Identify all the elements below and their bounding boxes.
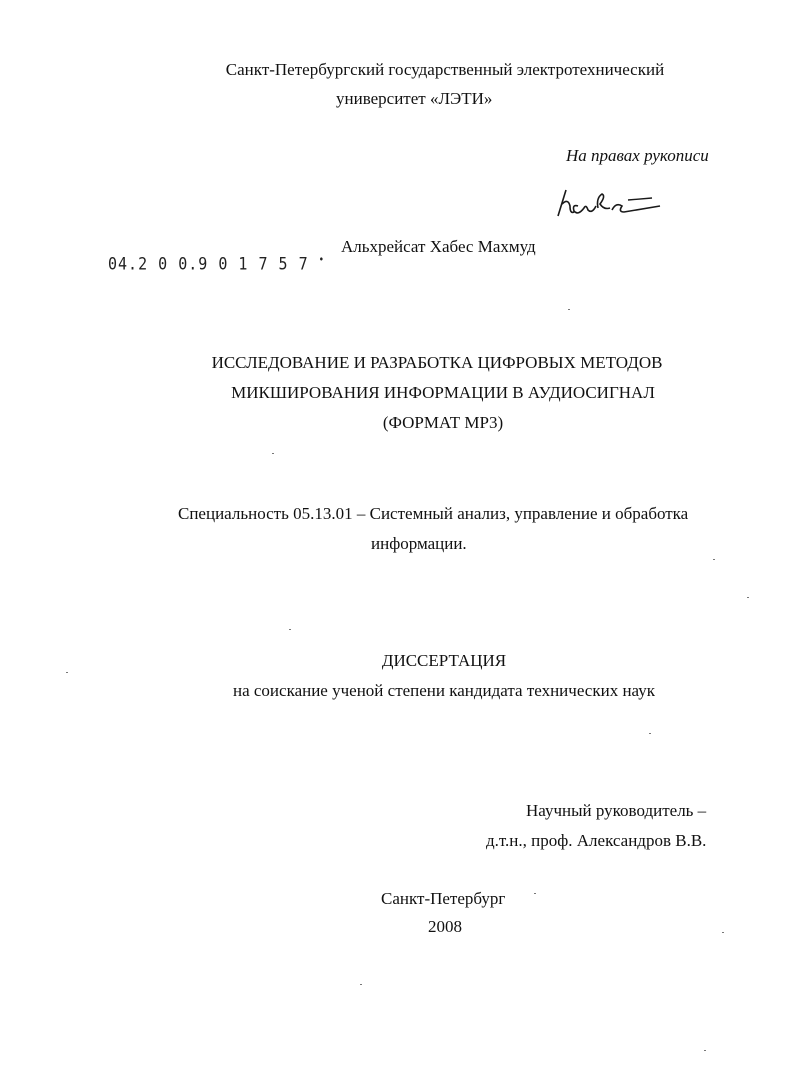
scan-speck: [289, 629, 291, 630]
scan-speck: [272, 453, 274, 454]
work-type-title: ДИССЕРТАЦИЯ: [381, 651, 507, 670]
library-accession-code: [108, 254, 325, 275]
institution-line-2: университет «ЛЭТИ»: [336, 89, 493, 108]
library-code-mark: •: [318, 254, 326, 267]
library-code-text: 04.2 0 0.9 0 1 7 5 7: [108, 253, 309, 275]
scan-speck: [568, 309, 570, 310]
scan-speck: [704, 1050, 706, 1051]
specialty-line-2: информации.: [371, 534, 467, 553]
institution-line-1: Санкт-Петербургский государственный электротехнический: [225, 60, 665, 79]
scan-speck: [649, 733, 651, 734]
scan-speck: [534, 893, 536, 894]
scan-speck: [360, 984, 362, 985]
place: Санкт-Петербург: [381, 889, 506, 908]
specialty-line-1: Специальность 05.13.01 – Системный анализ, управление и обработка: [178, 504, 689, 523]
scan-speck: [713, 559, 715, 560]
title-line-3: (ФОРМАТ МР3): [382, 413, 504, 432]
work-type-subtitle: на соискание ученой степени кандидата технических наук: [232, 681, 655, 700]
supervisor-name: д.т.н., проф. Александров В.В.: [486, 831, 707, 850]
title-line-2: МИКШИРОВАНИЯ ИНФОРМАЦИИ В АУДИОСИГНАЛ: [231, 383, 655, 402]
scan-speck: [747, 597, 749, 598]
title-line-1: ИССЛЕДОВАНИЕ И РАЗРАБОТКА ЦИФРОВЫХ МЕТОДОВ: [211, 353, 663, 372]
year: 2008: [428, 917, 462, 936]
rights-note: На правах рукописи: [566, 146, 709, 165]
scan-speck: [66, 672, 68, 673]
scan-speck: [722, 932, 724, 933]
supervisor-label: Научный руководитель –: [526, 801, 707, 820]
author-name: Альхрейсат Хабес Махмуд: [341, 237, 536, 256]
signature-icon: [548, 184, 668, 224]
